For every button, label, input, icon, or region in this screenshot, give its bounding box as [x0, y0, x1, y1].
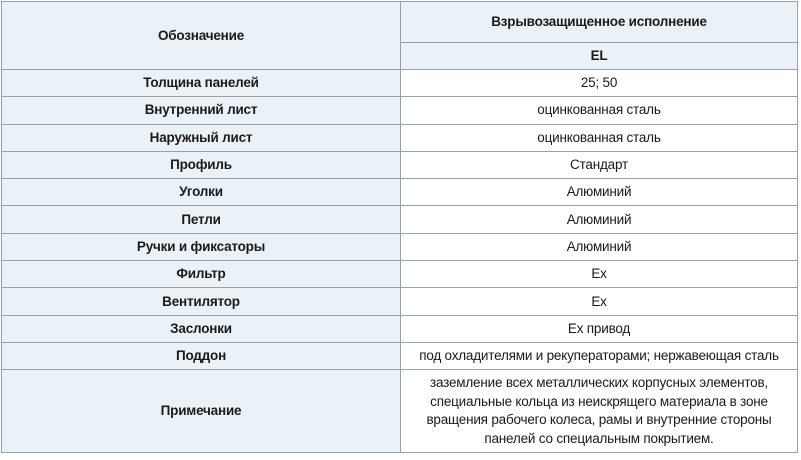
row-value: 25; 50: [401, 70, 798, 97]
row-value: Ex привод: [401, 315, 798, 342]
header-row: [2, 2, 798, 43]
row-value: оцинкованная сталь: [401, 97, 798, 124]
row-value: Ex: [401, 288, 798, 315]
table-row: [2, 124, 798, 151]
row-label: Поддон: [2, 342, 401, 369]
table-row: [2, 179, 798, 206]
row-label: Наружный лист: [2, 124, 401, 151]
execution-code-header: EL: [401, 43, 798, 70]
notes-line: специальные кольца из неискрящего материала в зоне: [430, 393, 768, 409]
table-row: [2, 70, 798, 97]
row-value: Стандарт: [401, 151, 798, 178]
spec-table-container: [1, 1, 798, 453]
notes-line: заземление всех металлических корпусных элементов,: [430, 375, 768, 391]
notes-row: [2, 370, 798, 453]
row-label: Фильтр: [2, 261, 401, 288]
table-row: [2, 97, 798, 124]
notes-value: [401, 370, 798, 453]
row-value: Алюминий: [401, 206, 798, 233]
row-label: Вентилятор: [2, 288, 401, 315]
row-label: Профиль: [2, 151, 401, 178]
table-row: [2, 261, 798, 288]
row-label: Петли: [2, 206, 401, 233]
row-label: Заслонки: [2, 315, 401, 342]
table-row: [2, 233, 798, 260]
designation-header: Обозначение: [2, 2, 401, 70]
row-value: под охладителями и рекуператорами; нержавеющая сталь: [401, 342, 798, 369]
row-label: Внутренний лист: [2, 97, 401, 124]
notes-label: Примечание: [2, 370, 401, 453]
table-row: [2, 342, 798, 369]
table-row: [2, 206, 798, 233]
row-value: Алюминий: [401, 179, 798, 206]
spec-table: [1, 1, 798, 453]
row-value: Ex: [401, 261, 798, 288]
table-row: [2, 151, 798, 178]
table-row: [2, 288, 798, 315]
row-label: Ручки и фиксаторы: [2, 233, 401, 260]
row-value: Алюминий: [401, 233, 798, 260]
table-row: [2, 315, 798, 342]
notes-line: вращения рабочего колеса, рамы и внутренние стороны: [426, 412, 772, 428]
row-label: Уголки: [2, 179, 401, 206]
notes-line: панелей со специальным покрытием.: [484, 430, 714, 446]
row-value: оцинкованная сталь: [401, 124, 798, 151]
row-label: Толщина панелей: [2, 70, 401, 97]
execution-header: Взрывозащищенное исполнение: [401, 2, 798, 43]
